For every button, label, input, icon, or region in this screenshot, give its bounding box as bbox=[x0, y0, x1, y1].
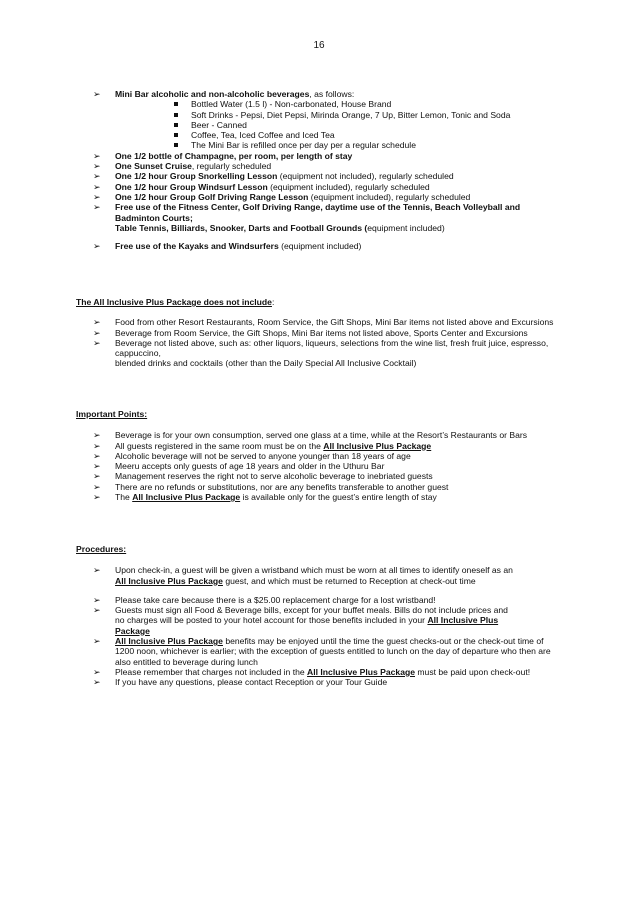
list-item: ➢ Beverage not listed above, such as: other liquors, liqueurs, selections from the wine list, fresh fruit juice, espresso, cappuccino, blended drinks and cocktails (other than the Daily Special All Inclusive Cocktail) bbox=[93, 337, 549, 369]
list-item: ➢ Management reserves the right not to serve alcoholic beverage to inebriated guests bbox=[93, 471, 433, 482]
list-item: ➢ Mini Bar alcoholic and non-alcoholic beverages, as follows: bbox=[93, 89, 355, 99]
list-item: Coffee, Tea, Iced Coffee and Iced Tea bbox=[174, 130, 574, 140]
list-item: ➢ One 1/2 bottle of Champagne, per room, per length of stay bbox=[93, 150, 353, 161]
section-heading: Procedures: bbox=[76, 544, 127, 554]
list-item: Bottled Water (1.5 l) - Non-carbonated, House Brand bbox=[174, 99, 574, 109]
arrow-bullet-icon: ➢ bbox=[93, 337, 101, 348]
list-item: ➢ Beverage from Room Service, the Gift Shops, Mini Bar items not listed above, Sports Center and Excursions bbox=[93, 327, 528, 338]
arrow-bullet-icon: ➢ bbox=[93, 191, 101, 202]
included-list bbox=[0, 89, 638, 251]
arrow-bullet-icon: ➢ bbox=[93, 471, 101, 482]
square-bullet-icon bbox=[174, 133, 178, 137]
arrow-bullet-icon: ➢ bbox=[93, 89, 101, 99]
list-item: ➢ Please remember that charges not included in the All Inclusive Plus Package must be paid upon check-out! bbox=[93, 666, 531, 677]
list-item: ➢ Upon check-in, a guest will be given a wristband which must be worn at all times to identify oneself as an All Inclusive Plus Package guest, and which must be returned to Reception at check-out time bbox=[93, 565, 513, 586]
list-item: Soft Drinks - Pepsi, Diet Pepsi, Mirinda Orange, 7 Up, Bitter Lemon, Tonic and Soda bbox=[174, 110, 574, 120]
arrow-bullet-icon: ➢ bbox=[93, 181, 101, 192]
arrow-bullet-icon: ➢ bbox=[93, 666, 101, 677]
list-item: Beer - Canned bbox=[174, 120, 574, 130]
square-bullet-icon bbox=[174, 113, 178, 117]
list-item: ➢ There are no refunds or substitutions, nor are any benefits transferable to another guest bbox=[93, 481, 449, 492]
list-item: ➢ Free use of the Fitness Center, Golf Driving Range, daytime use of the Tennis, Beach Volleyball and Badminton Courts; Table Tennis, Billiards, Snooker, Darts and Football Grounds (equipment included) bbox=[93, 202, 521, 233]
list-item: The Mini Bar is refilled once per day per a regular schedule bbox=[174, 140, 574, 150]
list-item: ➢ Alcoholic beverage will not be served to anyone younger than 18 years of age bbox=[93, 450, 411, 461]
arrow-bullet-icon: ➢ bbox=[93, 461, 101, 472]
page-number: 16 bbox=[313, 40, 325, 51]
list-item: ➢ If you have any questions, please contact Reception or your Tour Guide bbox=[93, 677, 388, 688]
minibar-sublist bbox=[174, 99, 574, 150]
list-item: ➢ One 1/2 hour Group Snorkelling Lesson (equipment not included), regularly scheduled bbox=[93, 171, 454, 182]
arrow-bullet-icon: ➢ bbox=[93, 605, 101, 616]
arrow-bullet-icon: ➢ bbox=[93, 492, 101, 503]
list-item: ➢ One 1/2 hour Group Golf Driving Range Lesson (equipment included), regularly scheduled bbox=[93, 191, 471, 202]
arrow-bullet-icon: ➢ bbox=[93, 430, 101, 441]
list-item: ➢ Free use of the Kayaks and Windsurfers (equipment included) bbox=[93, 241, 362, 252]
square-bullet-icon bbox=[174, 123, 178, 127]
list-item: ➢ All Inclusive Plus Package benefits may be enjoyed until the time the guest checks-out or the check-out time of 1200 noon, whichever is earlier; with the exception of guests entitled to lunch on the day of departure who then are also entitled to beverage during lunch bbox=[93, 636, 551, 667]
section-heading: The All Inclusive Plus Package does not include: bbox=[76, 297, 275, 307]
arrow-bullet-icon: ➢ bbox=[93, 565, 101, 576]
list-item: ➢ The All Inclusive Plus Package is available only for the guest’s entire length of stay bbox=[93, 492, 437, 503]
arrow-bullet-icon: ➢ bbox=[93, 202, 101, 213]
list-item: ➢ One Sunset Cruise, regularly scheduled bbox=[93, 161, 272, 172]
square-bullet-icon bbox=[174, 143, 178, 147]
arrow-bullet-icon: ➢ bbox=[93, 594, 101, 605]
procedures-section bbox=[0, 544, 638, 688]
arrow-bullet-icon: ➢ bbox=[93, 171, 101, 182]
arrow-bullet-icon: ➢ bbox=[93, 636, 101, 647]
list-item: ➢ All guests registered in the same room must be on the All Inclusive Plus Package bbox=[93, 440, 432, 451]
list-item: ➢ One 1/2 hour Group Windsurf Lesson (equipment included), regularly scheduled bbox=[93, 181, 430, 192]
list-item: ➢ Please take care because there is a $25.00 replacement charge for a lost wristband! bbox=[93, 594, 436, 605]
list-item: ➢ Food from other Resort Restaurants, Room Service, the Gift Shops, Mini Bar items not listed above and Excursions bbox=[93, 317, 554, 328]
arrow-bullet-icon: ➢ bbox=[93, 241, 101, 252]
section-heading: Important Points: bbox=[76, 409, 148, 419]
list-item: ➢ Meeru accepts only guests of age 18 years and older in the Uthuru Bar bbox=[93, 461, 385, 472]
arrow-bullet-icon: ➢ bbox=[93, 450, 101, 461]
arrow-bullet-icon: ➢ bbox=[93, 317, 101, 328]
arrow-bullet-icon: ➢ bbox=[93, 677, 101, 688]
list-item: ➢ Beverage is for your own consumption, served one glass at a time, while at the Resort’s Restaurants or Bars bbox=[93, 430, 528, 441]
list-item: ➢ Guests must sign all Food & Beverage bills, except for your buffet meals. Bills do not include prices and no charges will be posted to your hotel account for those benefits included in your All Inclusive Plus Package bbox=[93, 605, 508, 636]
arrow-bullet-icon: ➢ bbox=[93, 150, 101, 161]
square-bullet-icon bbox=[174, 102, 178, 106]
not-include-section bbox=[0, 297, 638, 369]
important-section bbox=[0, 409, 638, 502]
arrow-bullet-icon: ➢ bbox=[93, 440, 101, 451]
arrow-bullet-icon: ➢ bbox=[93, 481, 101, 492]
arrow-bullet-icon: ➢ bbox=[93, 327, 101, 338]
arrow-bullet-icon: ➢ bbox=[93, 161, 101, 172]
